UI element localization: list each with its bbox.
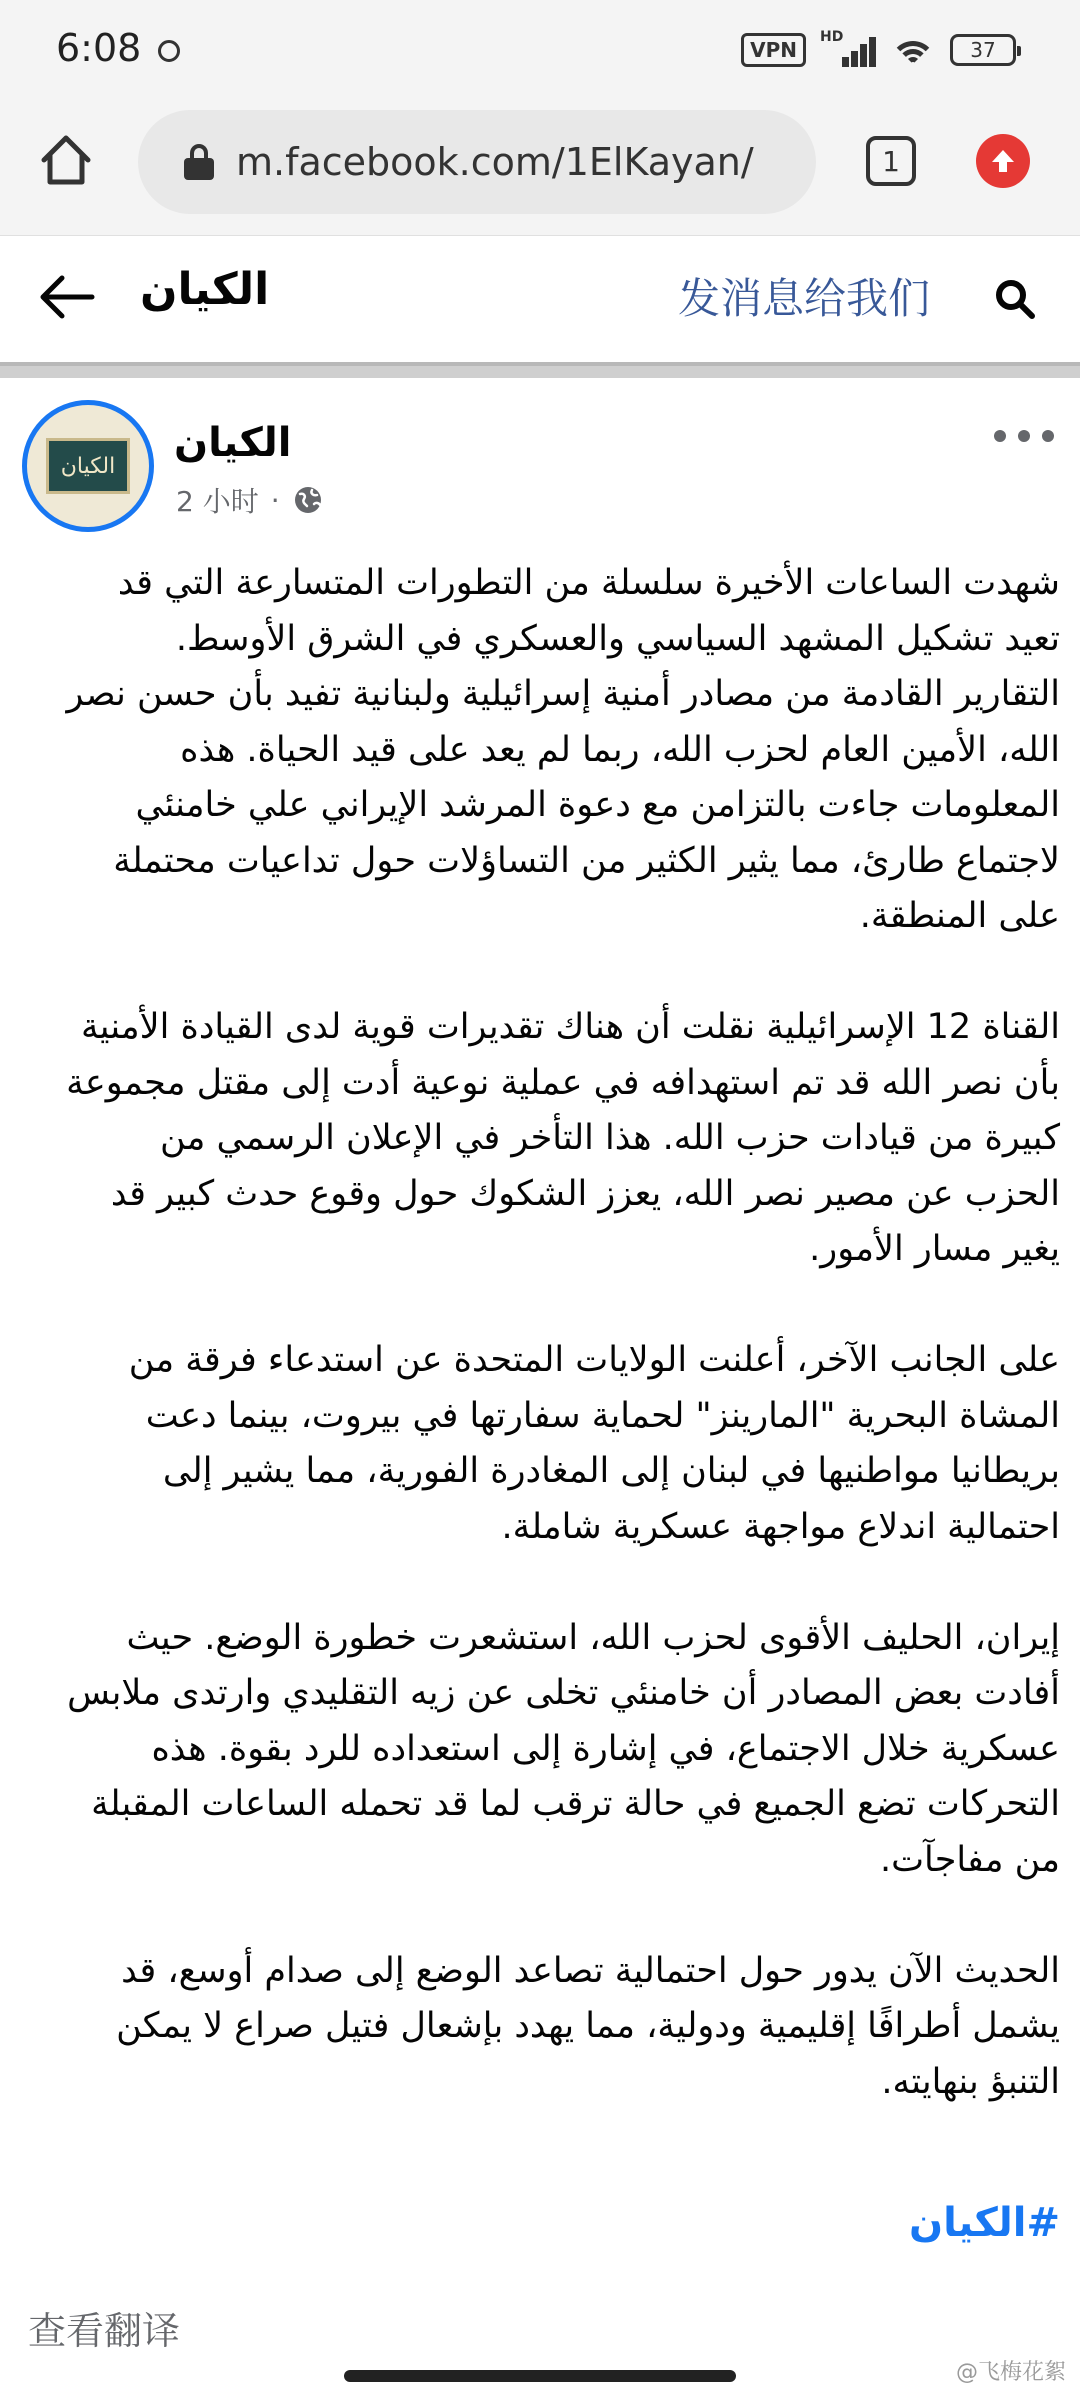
- post-time[interactable]: 2 小时: [176, 485, 259, 518]
- url-text[interactable]: m.facebook.com/1ElKayan/: [236, 140, 754, 184]
- avatar[interactable]: [22, 400, 154, 532]
- post-paragraph: إيران، الحليف الأقوى لحزب الله، استشعرت خطورة الوضع. حيث أفادت بعض المصادر أن خامنئي تخلى عن زيه التقليدي وارتدى ملابس عسكرية خلال الاجتماع، في إشارة إلى استعداده للرد بقوة. هذه التحركات تضع الجميع في حالة ترقب لما قد تحمله الساعات المقبلة من مفاجآت.: [67, 1617, 1060, 1880]
- lock-icon: [184, 144, 214, 180]
- gesture-bar[interactable]: [344, 2370, 736, 2382]
- tabs-button[interactable]: [866, 136, 916, 186]
- browser-toolbar: [0, 100, 1080, 236]
- message-us-link[interactable]: 发消息给我们: [677, 274, 930, 323]
- hashtag-link[interactable]: #الكيان: [909, 2200, 1060, 2246]
- more-options-icon[interactable]: [994, 430, 1054, 450]
- status-time: 6:08: [56, 26, 142, 70]
- divider: [0, 362, 1080, 378]
- page-header: [0, 236, 1080, 362]
- post-body: [60, 556, 1060, 2166]
- address-bar[interactable]: [138, 110, 816, 214]
- status-bar: [0, 0, 1080, 100]
- post-paragraph: القناة 12 الإسرائيلية نقلت أن هناك تقديرات قوية لدى القيادة الأمنية بأن نصر الله قد تم استهدافه في عملية نوعية أدت إلى مقتل مجموعة كبيرة من قيادات حزب الله. هذا التأخر في الإعلان الرسمي من الحزب عن مصير نصر الله، يعزز الشكوك حول وقوع حدث كبير قد يغير مسار الأمور.: [66, 1007, 1060, 1269]
- signal-icon: [820, 29, 876, 67]
- status-icons: [741, 30, 1016, 70]
- vpn-badge: VPN: [741, 33, 806, 67]
- post-author[interactable]: الكيان: [174, 420, 292, 466]
- avatar-logo: الكيان: [46, 438, 130, 494]
- network-type: HD: [820, 29, 844, 45]
- post-paragraph: شهدت الساعات الأخيرة سلسلة من التطورات المتسارعة التي قد تعيد تشكيل المشهد السياسي والعسكري في الشرق الأوسط. التقارير القادمة من مصادر أمنية إسرائيلية ولبنانية تفيد بأن حسن نصر الله، الأمين العام لحزب الله، ربما لم يعد على قيد الحياة. هذه المعلومات جاءت بالتزامن مع دعوة المرشد الإيراني علي خامنئي لاجتماع طارئ، مما يثير الكثير من التساؤلات حول تداعيات محتملة على المنطقة.: [66, 563, 1060, 936]
- back-arrow-icon[interactable]: [38, 272, 96, 322]
- home-icon[interactable]: [36, 130, 96, 190]
- search-icon[interactable]: [992, 276, 1038, 322]
- upload-icon[interactable]: [976, 134, 1030, 188]
- post-paragraph: الحديث الآن يدور حول احتمالية تصاعد الوضع إلى صدام أوسع، قد يشمل أطرافًا إقليمية ودولية، مما يهدد بإشعال فتيل صراع لا يمكن التنبؤ بنهايته.: [116, 1950, 1060, 2102]
- post-meta: [176, 480, 324, 520]
- globe-icon: [292, 484, 324, 516]
- battery-icon: [950, 34, 1016, 66]
- notification-icon: [158, 40, 180, 62]
- tab-count: 1: [882, 144, 900, 178]
- battery-level: 37: [970, 38, 996, 62]
- meta-separator: ·: [270, 483, 280, 517]
- wifi-icon: [890, 33, 936, 67]
- post-header: [0, 400, 1080, 540]
- post-paragraph: على الجانب الآخر، أعلنت الولايات المتحدة عن استدعاء فرقة من المشاة البحرية "المارينز" لحماية سفارتها في بيروت، بينما دعت بريطانيا مواطنيها في لبنان إلى المغادرة الفورية، مما يشير إلى احتمالية اندلاع مواجهة عسكرية شاملة.: [128, 1340, 1060, 1547]
- watermark: @飞梅花絮: [955, 2360, 1066, 2385]
- page-title: الكيان: [140, 264, 270, 315]
- see-translation-link[interactable]: 查看翻译: [28, 2309, 181, 2353]
